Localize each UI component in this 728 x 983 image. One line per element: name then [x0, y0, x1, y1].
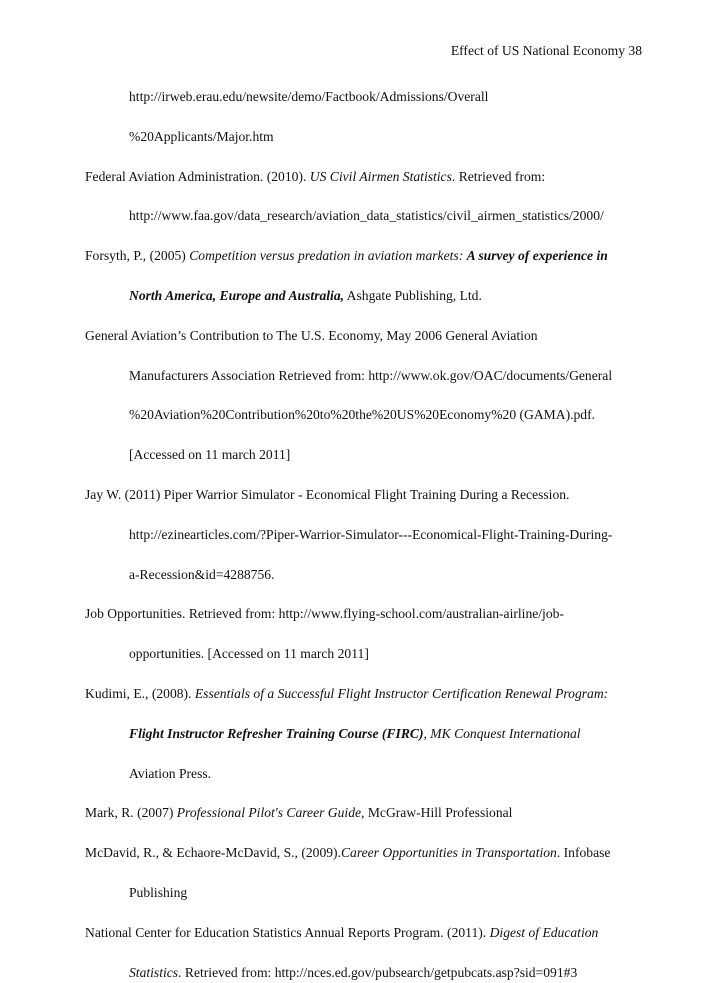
reference-text: National Center for Education Statistics Annual Reports Program. (2011). [85, 924, 490, 940]
reference-text: a-Recession&id=4288756. [129, 566, 275, 582]
reference-text: , MK Conquest International [423, 725, 581, 741]
reference-line [85, 923, 598, 943]
reference-continuation-line [129, 366, 612, 386]
reference-continuation-line [129, 206, 604, 226]
reference-continuation-line [129, 565, 274, 585]
reference-text: Forsyth, P., (2005) [85, 248, 190, 264]
reference-text: North America, Europe and Australia, [129, 288, 345, 303]
reference-text: Federal Aviation Administration. (2010). [85, 168, 310, 184]
reference-text: Aviation Press. [129, 765, 212, 781]
reference-continuation-line [129, 764, 211, 784]
reference-text: Ashgate Publishing, Ltd. [344, 288, 482, 303]
reference-line [85, 604, 564, 624]
reference-text: Digest of Education [489, 924, 599, 940]
reference-continuation-line [129, 963, 577, 983]
reference-text: . Retrieved from: [451, 168, 546, 184]
reference-continuation-line [129, 883, 187, 903]
reference-text: %20Applicants/Major.htm [129, 128, 274, 144]
reference-text: . Infobase [556, 845, 611, 861]
reference-text: Statistics [129, 964, 179, 980]
reference-text: Job Opportunities. Retrieved from: http://www.flying-school.com/australian-airline/job- [85, 606, 564, 622]
reference-text: US Civil Airmen Statistics [309, 168, 452, 184]
reference-text: opportunities. [Accessed on 11 march 2011] [129, 646, 369, 662]
reference-text: Professional Pilot's Career Guide [176, 805, 362, 821]
reference-continuation-line [129, 724, 581, 744]
reference-continuation-line [129, 525, 612, 545]
reference-line [85, 684, 608, 704]
reference-continuation-line [129, 445, 290, 465]
reference-text: http://ezinearticles.com/?Piper-Warrior-Simulator---Economical-Flight-Training-During- [129, 526, 613, 542]
reference-text: Flight Instructor Refresher Training Course (FIRC) [129, 725, 424, 741]
reference-text: . Retrieved from: http://nces.ed.gov/pubsearch/getpubcats.asp?sid=091#3 [178, 964, 578, 980]
reference-text: http://www.faa.gov/data_research/aviation_data_statistics/civil_airmen_statistics/2000/ [129, 208, 604, 224]
reference-line [85, 246, 608, 266]
reference-text: http://irweb.erau.edu/newsite/demo/Factbook/Admissions/Overall [129, 89, 489, 104]
reference-text: [Accessed on 11 march 2011] [129, 447, 291, 463]
running-head: Effect of US National Economy 38 [450, 43, 642, 58]
reference-text: McDavid, R., & Echaore-McDavid, S., (2009). [85, 845, 341, 861]
reference-text: Mark, R. (2007) [85, 805, 177, 821]
reference-text: Competition versus predation in aviation markets: [189, 248, 467, 264]
reference-line [85, 326, 538, 346]
reference-line [85, 485, 569, 505]
reference-text: Jay W. (2011) Piper Warrior Simulator - Economical Flight Training During a Recession. [85, 487, 570, 502]
reference-text: Essentials of a Successful Flight Instructor Certification Renewal Program: [194, 686, 609, 701]
reference-text: Publishing [129, 885, 188, 900]
reference-continuation-line [129, 127, 274, 147]
reference-continuation-line [129, 644, 369, 664]
reference-text: Career Opportunities in Transportation [340, 845, 557, 861]
reference-line [85, 843, 610, 863]
reference-line [85, 167, 545, 187]
reference-text: General Aviation’s Contribution to The U.S. Economy, May 2006 General Aviation [85, 327, 538, 343]
reference-text: Manufacturers Association Retrieved from: http://www.ok.gov/OAC/documents/General [129, 367, 613, 383]
reference-continuation-line [129, 405, 595, 425]
reference-text: , McGraw-Hill Professional [361, 805, 513, 821]
reference-text: %20Aviation%20Contribution%20to%20the%20US%20Economy%20 (GAMA).pdf. [129, 407, 596, 423]
reference-text: A survey of experience in [466, 248, 608, 264]
reference-line [85, 803, 512, 823]
reference-continuation-line [129, 286, 482, 306]
reference-continuation-line [129, 87, 488, 107]
reference-text: Kudimi, E., (2008). [85, 686, 195, 701]
